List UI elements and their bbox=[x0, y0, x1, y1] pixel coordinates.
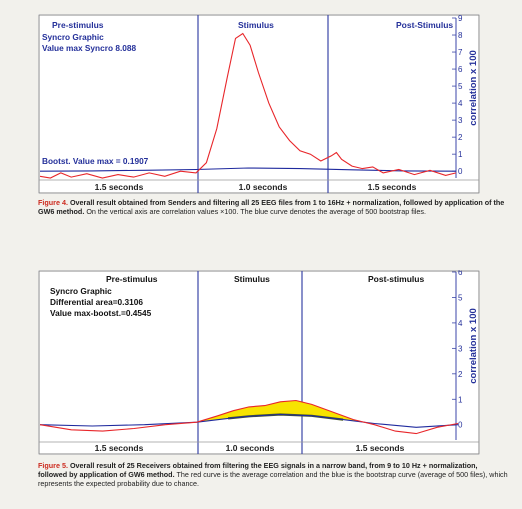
section-label: Pre-stimulus bbox=[52, 20, 104, 30]
y-tick-label: 4 bbox=[458, 318, 463, 328]
chart-panel-1 bbox=[38, 14, 480, 194]
y-tick-label: 8 bbox=[458, 31, 463, 41]
y-tick-label: 6 bbox=[458, 65, 463, 75]
y-tick-label: 0 bbox=[458, 167, 463, 177]
y-tick-label: 0 bbox=[458, 420, 463, 430]
x-segment-label: 1.0 seconds bbox=[238, 182, 288, 192]
figure-4-text: On the vertical axis are correlation values ×100. The blue curve denotes the average of 500 bootstrap files. bbox=[86, 207, 427, 216]
section-label: Post-Stimulus bbox=[396, 20, 454, 30]
info-text: Value max Syncro 8.088 bbox=[42, 43, 137, 53]
info-text: Differential area=0.3106 bbox=[50, 297, 143, 307]
y-axis-label: correlation x 100 bbox=[468, 50, 479, 126]
section-label: Pre-stimulus bbox=[106, 274, 158, 284]
y-tick-label: 5 bbox=[458, 82, 463, 92]
y-tick-label: 2 bbox=[458, 369, 463, 379]
figure-5-label: Figure 5. bbox=[38, 461, 68, 470]
y-tick-label: 6 bbox=[458, 270, 463, 277]
y-axis-label: correlation x 100 bbox=[468, 308, 479, 384]
figure-5-bold-text: Overall result of 25 Receivers obtained from filtering the EEG signals in a narrow band, from 9 to 10 Hz + normalization, followed by application of GW6 method. bbox=[38, 461, 478, 479]
y-tick-label: 5 bbox=[458, 293, 463, 303]
y-tick-label: 4 bbox=[458, 99, 463, 109]
y-tick-label: 3 bbox=[458, 116, 463, 126]
figure-4-caption bbox=[38, 198, 508, 216]
bootstrap-label: Bootst. Value max = 0.1907 bbox=[42, 156, 149, 166]
y-tick-label: 9 bbox=[458, 14, 463, 23]
figure-4-bold-text: Overall result obtained from Senders and filtering all 25 EEG files from 1 to 16Hz + normalization, followed by application of the GW6 method. bbox=[38, 198, 505, 216]
x-segment-label: 1.5 seconds bbox=[355, 443, 405, 453]
y-tick-label: 1 bbox=[458, 150, 463, 160]
x-segment-label: 1.0 seconds bbox=[225, 443, 275, 453]
info-text: Value max-bootst.=0.4545 bbox=[50, 308, 152, 318]
section-label: Stimulus bbox=[234, 274, 270, 284]
y-tick-label: 7 bbox=[458, 48, 463, 58]
figure-5-text: The red curve is the average correlation and the blue is the bootstrap curve (average of 500 files), which represents the expected probability due to chance. bbox=[38, 470, 508, 488]
chart-panel-2 bbox=[38, 270, 480, 455]
x-segment-label: 1.5 seconds bbox=[94, 443, 144, 453]
chart-1 bbox=[38, 14, 480, 194]
info-text: Syncro Graphic bbox=[50, 286, 112, 296]
figure-5-caption bbox=[38, 461, 508, 488]
info-text: Syncro Graphic bbox=[42, 32, 104, 42]
chart-2 bbox=[38, 270, 480, 455]
y-tick-label: 1 bbox=[458, 395, 463, 405]
figure-4-label: Figure 4. bbox=[38, 198, 68, 207]
chart-frame bbox=[39, 15, 479, 193]
bootstrap-line bbox=[40, 415, 458, 428]
section-label: Stimulus bbox=[238, 20, 274, 30]
x-segment-label: 1.5 seconds bbox=[94, 182, 144, 192]
y-tick-label: 3 bbox=[458, 344, 463, 354]
y-tick-label: 2 bbox=[458, 133, 463, 143]
x-segment-label: 1.5 seconds bbox=[367, 182, 417, 192]
section-label: Post-stimulus bbox=[368, 274, 425, 284]
